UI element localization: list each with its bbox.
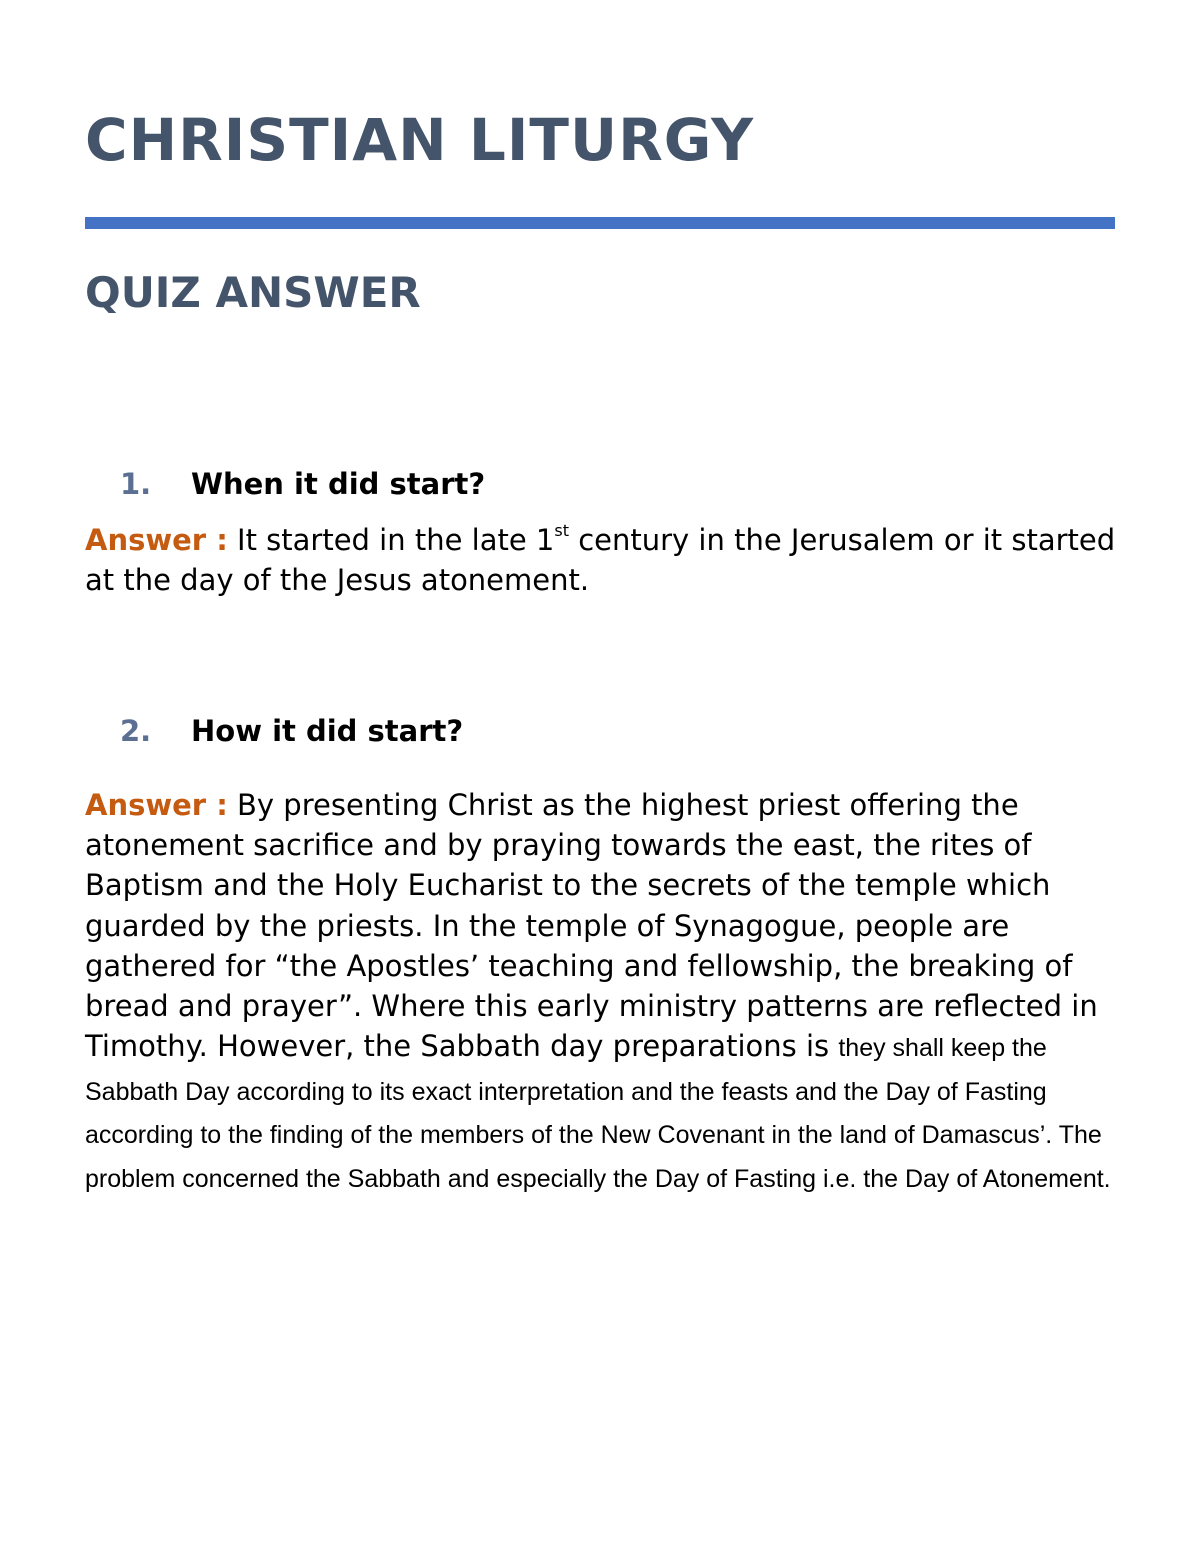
- answer-1-label: Answer :: [85, 523, 228, 557]
- title-divider: [85, 217, 1115, 229]
- answer-1: [85, 520, 1120, 600]
- answer-2: [85, 785, 1120, 1200]
- question-2-text: How it did start?: [191, 714, 464, 748]
- document-title: CHRISTIAN LITURGY: [85, 106, 755, 174]
- question-1-text: When it did start?: [191, 467, 486, 501]
- answer-1-superscript: st: [554, 521, 569, 540]
- question-1-number: 1.: [120, 467, 152, 501]
- answer-1-text-start: It started in the late 1: [227, 523, 555, 557]
- question-2-number: 2.: [120, 714, 152, 748]
- answer-2-quoted-text: they shall keep the Sabbath Day according to its exact interpretation and the feasts and the Day of Fasting according to the finding of the members of the New Covenant in the land of Damascus’. The problem concerned the Sabbath and especially the Day of Fasting i.e. the Day of Atonement.: [85, 1034, 1111, 1193]
- answer-2-label: Answer :: [85, 788, 228, 822]
- answer-1-text-end: century in the Jerusalem or it started at the day of the Jesus atonement.: [85, 523, 1116, 597]
- answer-2-text: By presenting Christ as the highest priest offering the atonement sacrifice and by praying towards the east, the rites of Baptism and the Holy Eucharist to the secrets of the temple which guarded by the priests. In the temple of Synagogue, people are gathered for “the Apostles’ teaching and fellowship, the breaking of bread and prayer”. Where this early ministry patterns are reflected in Timothy. However, the Sabbath day preparations is: [85, 788, 1098, 1064]
- document-subtitle: QUIZ ANSWER: [85, 268, 421, 317]
